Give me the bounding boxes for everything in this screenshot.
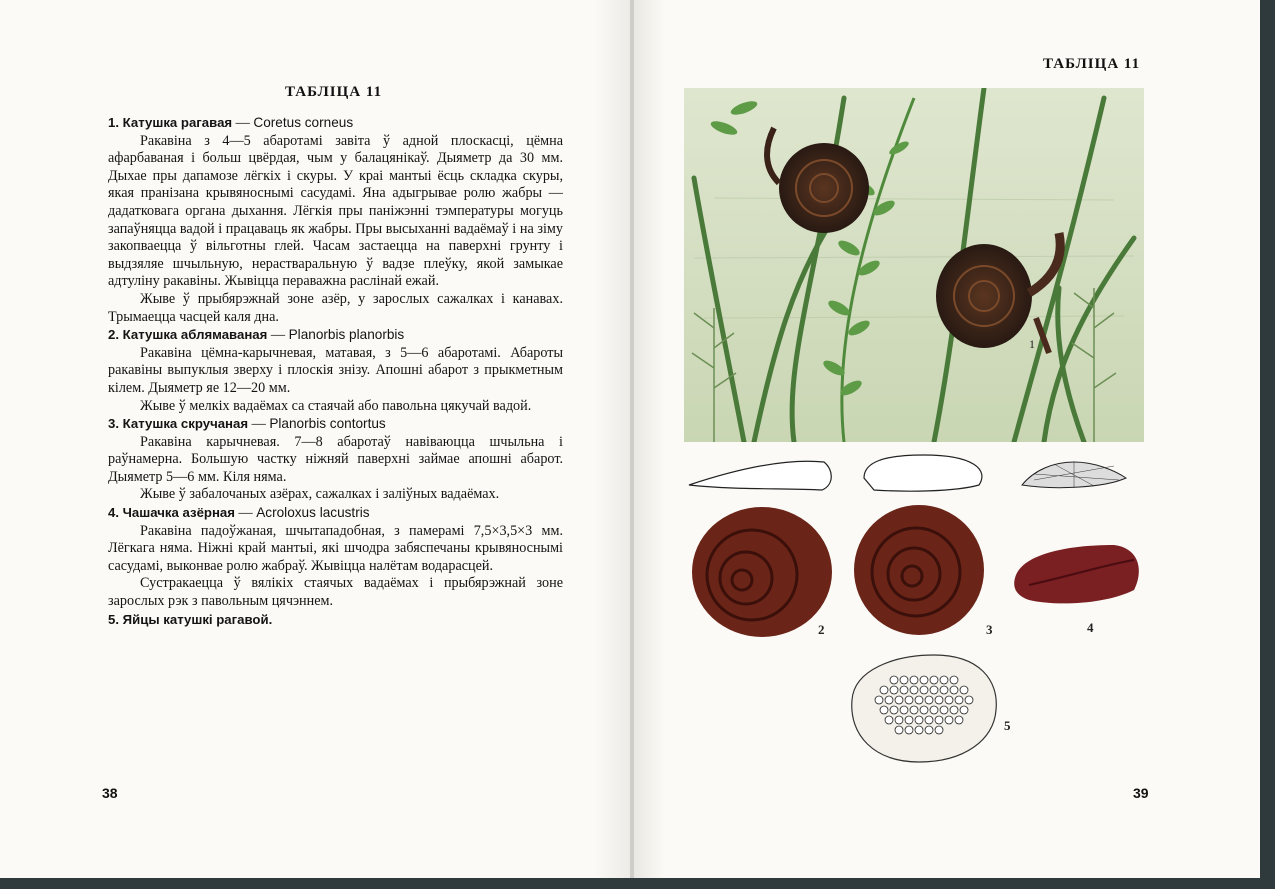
entry-paragraph: Жыве ў мелкіх вадаёмах са стаячай або павольна цякучай вадой. [140, 397, 532, 414]
figure-label-4: 4 [1087, 620, 1094, 635]
entry-paragraph: Ракавіна карычневая. 7—8 абаротаў навіваюцца шчыльна і раўнамерна. Большую частку ніжняй паверхні займае апошні абарот. Дыяметр 5—6 мм. Кіля няма. [108, 433, 563, 485]
species-descriptions [108, 114, 563, 629]
figure-label-5: 5 [1004, 718, 1011, 733]
left-page-title: ТАБЛІЦА 11 [285, 84, 383, 100]
shell-figures [634, 0, 1260, 878]
shell-figure-3 [854, 505, 984, 635]
left-page [0, 0, 632, 878]
entry-paragraph: Ракавіна падоўжаная, шчытападобная, з памерамі 7,5×3,5×3 мм. Лёгкага няма. Ніжні край мантыі, які шчодра забяспечаны крывяноснымі сасудамі, выконвае ролю жабраў. Жывіцца налётам водарасцей. [108, 522, 563, 574]
entry-heading: 1. Катушка рагавая — Coretus corneus [108, 115, 354, 131]
shell-side-outline-3 [864, 455, 982, 491]
shell-side-outline-2 [689, 461, 831, 490]
entry-heading: 3. Катушка скручаная — Planorbis contortus [108, 416, 386, 433]
figure-label-2: 2 [818, 622, 825, 637]
entry-heading: 4. Чашачка азёрная — Acroloxus lacustris [108, 505, 370, 522]
right-page [634, 0, 1260, 878]
left-page-number: 38 [102, 785, 118, 801]
entry-paragraph: Жыве ў прыбярэжнай зоне азёр, у зарослых сажалках і канавах. Трымаецца часцей каля дна. [108, 290, 563, 325]
entry-heading: 5. Яйцы катушкі рагавой. [108, 611, 273, 627]
figure-label-1: 1 [1029, 337, 1035, 351]
figure-label-3: 3 [986, 622, 993, 637]
entry-paragraph: Ракавіна цёмна-карычневая, матавая, з 5—6 абаротамі. Абароты ракавіны выпуклыя зверху і плоскія знізу. Апошні абарот з прыкметным кілем. Дыяметр яе 12—20 мм. [108, 344, 563, 396]
entry-paragraph: Сустракаецца ў вялікіх стаячых вадаёмах і прыбярэжнай зоне зарослых рэк з павольным цячэннем. [108, 575, 563, 610]
entry-heading: 2. Катушка аблямаваная — Planorbis planorbis [108, 327, 405, 344]
entry-paragraph: Ракавіна з 4—5 абаротамі завіта ў адной плоскасці, цёмна афарбаваная і больш цвёрдая, чым у балацянікаў. Дыяметр да 30 мм. Дыхае пры дапамозе лёгкіх і скуры. У краі мантыі ёсць складка скуры, якая пранізана крывяноснымі сасудамі. Яна адыгрывае ролю жабры — дадатковага органа дыхання. Лёгкія пры паніжэнні тэмпературы могуць запаўняцца вадой і працаваць як жабры. Пры высыханні вадаёмаў і на зіму закопваецца ў вільготны глей. Часам застаецца на паверхні грунту і выдзяляе шчыльную, нераствaральную ў вадзе плеўку, якой замыкае адтуліну ракавіны. Жывіцца пераважна раслінай ежай. [108, 132, 563, 290]
shell-figure-2 [692, 507, 832, 637]
right-page-number: 39 [1133, 785, 1149, 801]
shell-figure-4 [1014, 545, 1139, 603]
entry-paragraph: Жыве ў забалочаных азёрах, сажалках і заліўных вадаёмах. [140, 486, 500, 503]
right-page-title: ТАБЛІЦА 11 [1043, 56, 1141, 72]
egg-mass-figure-5 [852, 655, 997, 762]
